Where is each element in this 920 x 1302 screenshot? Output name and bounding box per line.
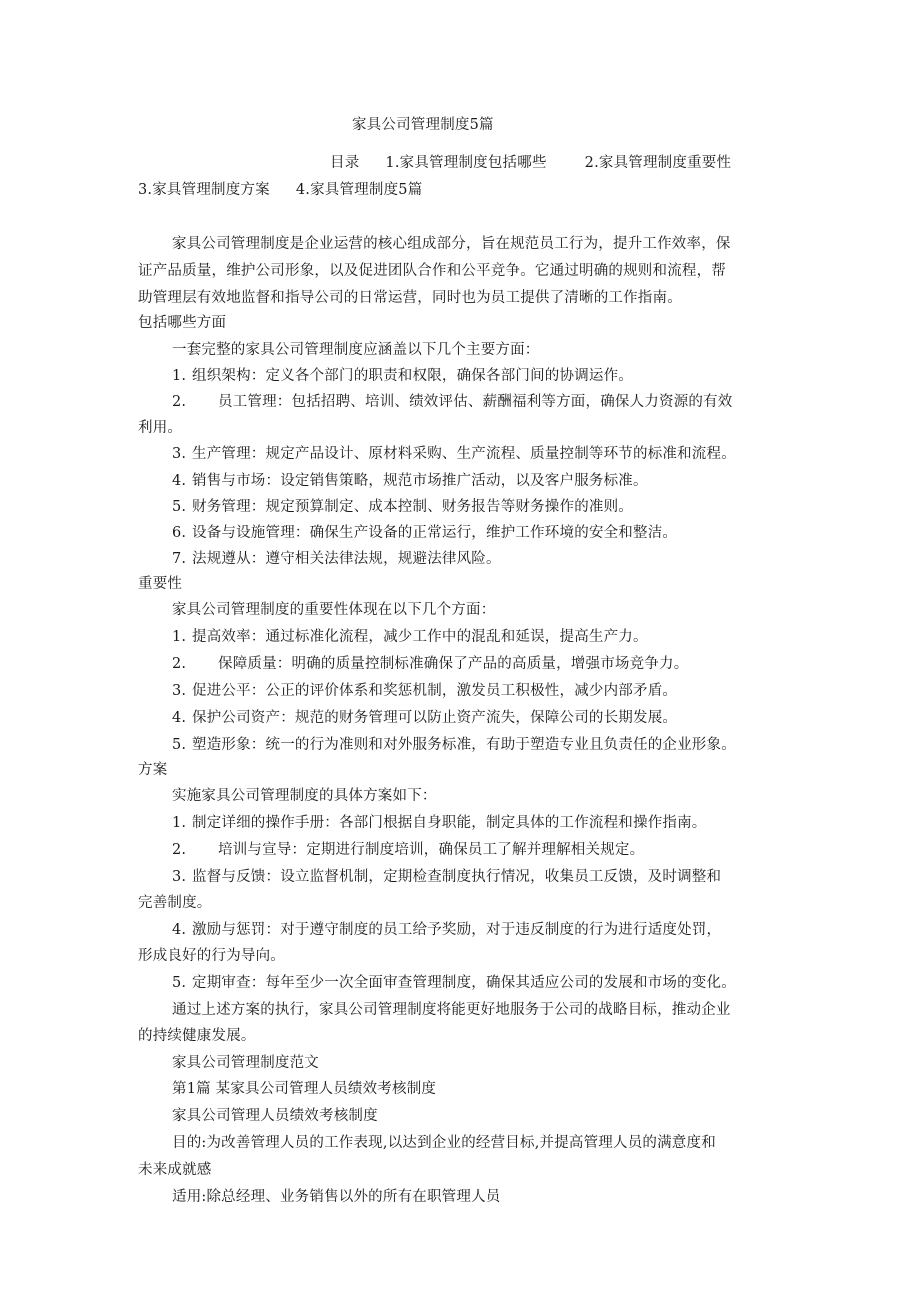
purpose-line-2: 未来成就感 <box>138 1162 212 1178</box>
section-heading-aspects: 包括哪些方面 <box>138 315 227 331</box>
list-item: 2. 员工管理：包括招聘、培训、绩效评估、薪酬福利等方面，确保人力资源的有效 <box>172 394 733 410</box>
scope-line: 适用:除总经理、业务销售以外的所有在职管理人员 <box>172 1189 501 1205</box>
toc-item-2[interactable]: 2.家具管理制度重要性 <box>584 155 732 171</box>
list-item: 7. 法规遵从：遵守相关法律法规，规避法律风险。 <box>172 551 501 567</box>
section-heading-importance: 重要性 <box>138 576 183 592</box>
list-item: 3. 生产管理：规定产品设计、原材料采购、生产流程、质量控制等环节的标准和流程。 <box>172 446 736 462</box>
list-item: 1. 组织架构：定义各个部门的职责和权限，确保各部门间的协调运作。 <box>172 368 633 384</box>
list-item-continuation: 利用。 <box>138 420 183 436</box>
closing-line-1: 通过上述方案的执行，家具公司管理制度将能更好地服务于公司的战略目标，推动企业 <box>172 1002 731 1018</box>
toc-label: 目录 <box>330 155 360 171</box>
list-item-continuation: 形成良好的行为导向。 <box>138 948 285 964</box>
list-item: 6. 设备与设施管理：确保生产设备的正常运行，维护工作环境的安全和整洁。 <box>172 525 678 541</box>
document-title: 家具公司管理制度5篇 <box>352 117 494 133</box>
list-item: 1. 制定详细的操作手册：各部门根据自身职能，制定具体的工作流程和操作指南。 <box>172 815 707 831</box>
section3-lead: 实施家具公司管理制度的具体方案如下： <box>172 788 437 804</box>
toc-line-2 <box>138 180 422 200</box>
list-item: 5. 塑造形象：统一的行为准则和对外服务标准，有助于塑造专业且负责任的企业形象。 <box>172 737 736 753</box>
section-heading-plan: 方案 <box>138 762 168 778</box>
section1-lead: 一套完整的家具公司管理制度应涵盖以下几个主要方面： <box>172 342 540 358</box>
list-item: 2. 保障质量：明确的质量控制标准确保了产品的高质量，增强市场竞争力。 <box>172 656 689 672</box>
intro-line-2: 证产品质量，维护公司形象，以及促进团队合作和公平竞争。它通过明确的规则和流程，帮 <box>138 263 726 279</box>
toc-item-1[interactable]: 1.家具管理制度包括哪些 <box>385 155 547 171</box>
list-item: 1. 提高效率：通过标准化流程，减少工作中的混乱和延误，提高生产力。 <box>172 629 648 645</box>
intro-line-3: 助管理层有效地监督和指导公司的日常运营，同时也为员工提供了清晰的工作指南。 <box>138 290 682 306</box>
toc-item-4[interactable]: 4.家具管理制度5篇 <box>295 182 423 198</box>
list-item-continuation: 完善制度。 <box>138 895 212 911</box>
list-item: 4. 激励与惩罚：对于遵守制度的员工给予奖励，对于违反制度的行为进行适度处罚， <box>172 922 722 938</box>
toc-line-1 <box>330 153 731 173</box>
closing-line-2: 的持续健康发展。 <box>138 1028 256 1044</box>
list-item: 3. 促进公平：公正的评价体系和奖惩机制，激发员工积极性，减少内部矛盾。 <box>172 683 678 699</box>
list-item: 2. 培训与宣导：定期进行制度培训，确保员工了解并理解相关规定。 <box>172 842 645 858</box>
list-item: 5. 定期审查：每年至少一次全面审查管理制度，确保其适应公司的发展和市场的变化。 <box>172 975 736 991</box>
list-item: 4. 保护公司资产：规范的财务管理可以防止资产流失，保障公司的长期发展。 <box>172 710 678 726</box>
section2-lead: 家具公司管理制度的重要性体现在以下几个方面： <box>172 602 496 618</box>
article-subtitle: 家具公司管理人员绩效考核制度 <box>172 1108 378 1124</box>
toc-item-3[interactable]: 3.家具管理制度方案 <box>138 182 270 198</box>
intro-line-1: 家具公司管理制度是企业运营的核心组成部分，旨在规范员工行为，提升工作效率，保 <box>172 236 731 252</box>
list-item: 4. 销售与市场：设定销售策略，规范市场推广活动，以及客户服务标准。 <box>172 473 648 489</box>
list-item: 5. 财务管理：规定预算制定、成本控制、财务报告等财务操作的准则。 <box>172 499 633 515</box>
list-item: 3. 监督与反馈：设立监督机制，定期检查制度执行情况，收集员工反馈，及时调整和 <box>172 869 722 885</box>
purpose-line-1: 目的:为改善管理人员的工作表现,以达到企业的经营目标,并提高管理人员的满意度和 <box>172 1135 716 1151</box>
article-title: 第1篇 某家具公司管理人员绩效考核制度 <box>172 1081 437 1097</box>
section-heading-samples: 家具公司管理制度范文 <box>172 1055 319 1071</box>
